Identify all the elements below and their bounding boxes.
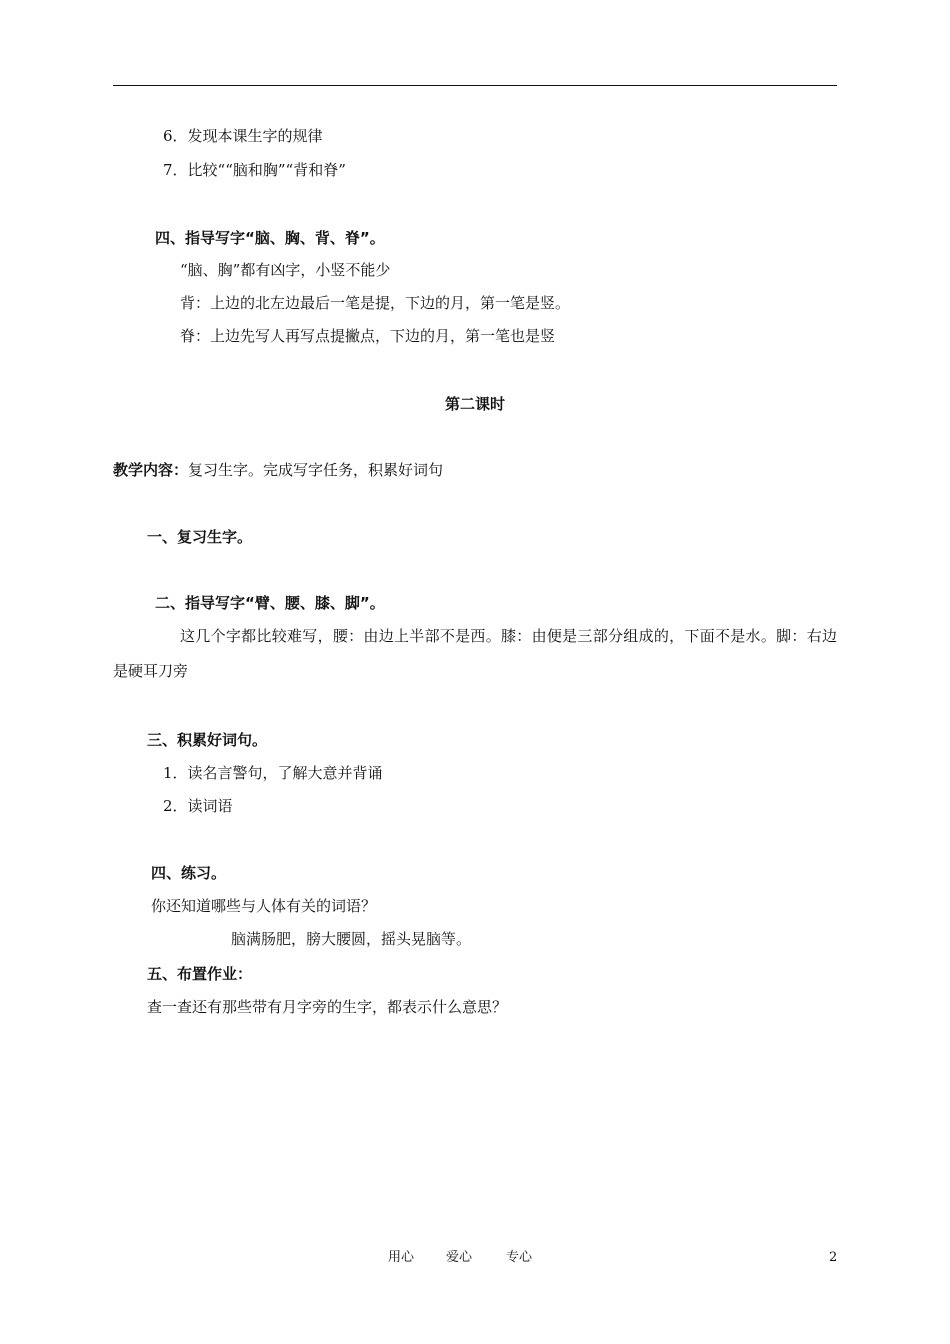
body-line: 你还知道哪些与人体有关的词语？ [151, 897, 377, 915]
list-item: 1．读名言警句，了解大意并背诵 [163, 764, 383, 782]
teaching-content [113, 460, 443, 480]
footer-motto: 爱心 [446, 1250, 473, 1265]
header-rule [113, 85, 837, 86]
list-item: 6．发现本课生字的规律 [163, 127, 323, 145]
section-heading: 一、复习生字。 [147, 528, 253, 546]
body-line: 背：上边的北左边最后一笔是提，下边的月，第一笔是竖。 [180, 294, 571, 312]
section-heading: 二、指导写字“臂、腰、膝、脚”。 [155, 594, 385, 612]
teaching-content-text: 复习生字。完成写字任务，积累好词句 [188, 461, 444, 479]
body-line: “脑、胸”都有凶字，小竖不能少 [180, 261, 391, 279]
body-paragraph: 这几个字都比较难写，腰：由边上半部不是西。膝：由便是三部分组成的，下面不是水。脚：右边是硬耳刀旁 [113, 627, 837, 680]
list-item: 7．比较““脑和胸”“背和脊” [163, 161, 346, 179]
body-line: 查一查还有那些带有月字旁的生字，都表示什么意思？ [147, 998, 508, 1016]
teaching-content-label: 教学内容： [113, 461, 189, 479]
section-heading: 四、指导写字“脑、胸、背、脊”。 [155, 229, 385, 247]
body-line: 脊：上边先写人再写点提撇点，下边的月，第一笔也是竖 [180, 327, 556, 345]
section-heading: 四、练习。 [151, 864, 227, 882]
section-heading: 五、布置作业： [147, 965, 253, 983]
footer-motto: 专心 [506, 1250, 533, 1265]
page-number: 2 [829, 1250, 838, 1265]
lesson-title: 第二课时 [444, 395, 505, 413]
footer-motto: 用心 [388, 1250, 415, 1265]
body-line: 脑满肠肥，膀大腰圆，摇头晃脑等。 [231, 930, 472, 948]
list-item: 2．读词语 [163, 797, 233, 815]
section-heading: 三、积累好词句。 [147, 731, 268, 749]
